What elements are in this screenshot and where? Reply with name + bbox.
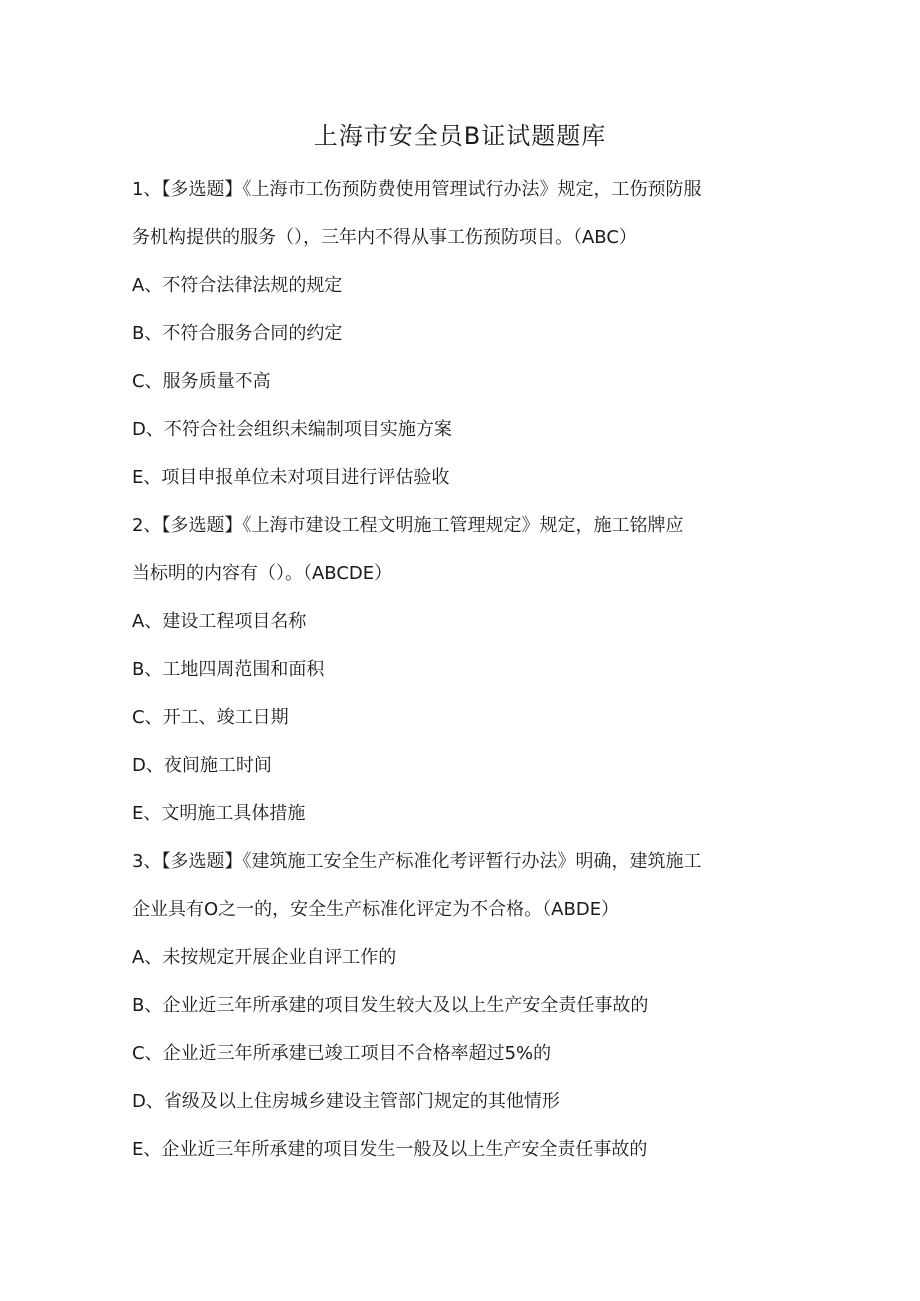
question-2-option-c: C、开工、竣工日期 bbox=[132, 707, 289, 728]
question-1-option-b: B、不符合服务合同的约定 bbox=[132, 323, 343, 344]
question-2-option-a: A、建设工程项目名称 bbox=[132, 611, 307, 632]
question-1-stem-line-1: 1、【多选题】《上海市工伤预防费使用管理试行办法》规定，工伤预防服 bbox=[132, 179, 702, 200]
question-2-option-d: D、夜间施工时间 bbox=[132, 755, 272, 776]
question-1-option-c: C、服务质量不高 bbox=[132, 371, 271, 392]
question-1-option-a: A、不符合法律法规的规定 bbox=[132, 275, 343, 296]
question-1 bbox=[132, 166, 792, 502]
document-title: 上海市安全员B证试题题库 bbox=[313, 122, 607, 150]
question-2-option-e: E、文明施工具体措施 bbox=[132, 803, 306, 824]
question-3-stem-line-1: 3、【多选题】《建筑施工安全生产标准化考评暂行办法》明确，建筑施工 bbox=[132, 851, 702, 872]
question-1-option-d: D、不符合社会组织未编制项目实施方案 bbox=[132, 419, 452, 440]
question-2-stem-line-2: 当标明的内容有（）。（ABCDE） bbox=[132, 563, 393, 584]
question-3-option-a: A、未按规定开展企业自评工作的 bbox=[132, 947, 397, 968]
question-1-option-e: E、项目申报单位未对项目进行评估验收 bbox=[132, 467, 450, 488]
question-3-option-d: D、省级及以上住房城乡建设主管部门规定的其他情形 bbox=[132, 1091, 560, 1112]
question-3-stem-line-2: 企业具有O之一的，安全生产标准化评定为不合格。（ABDE） bbox=[132, 899, 620, 920]
question-2-stem-line-1: 2、【多选题】《上海市建设工程文明施工管理规定》规定，施工铭牌应 bbox=[132, 515, 684, 536]
question-3 bbox=[132, 838, 792, 1174]
question-list bbox=[132, 166, 792, 1174]
question-2-option-b: B、工地四周范围和面积 bbox=[132, 659, 325, 680]
question-2 bbox=[132, 502, 792, 838]
question-3-option-c: C、企业近三年所承建已竣工项目不合格率超过5%的 bbox=[132, 1043, 552, 1064]
question-3-option-e: E、企业近三年所承建的项目发生一般及以上生产安全责任事故的 bbox=[132, 1139, 648, 1160]
question-3-option-b: B、企业近三年所承建的项目发生较大及以上生产安全责任事故的 bbox=[132, 995, 649, 1016]
question-1-stem-line-2: 务机构提供的服务（），三年内不得从事工伤预防项目。（ABC） bbox=[132, 227, 637, 248]
